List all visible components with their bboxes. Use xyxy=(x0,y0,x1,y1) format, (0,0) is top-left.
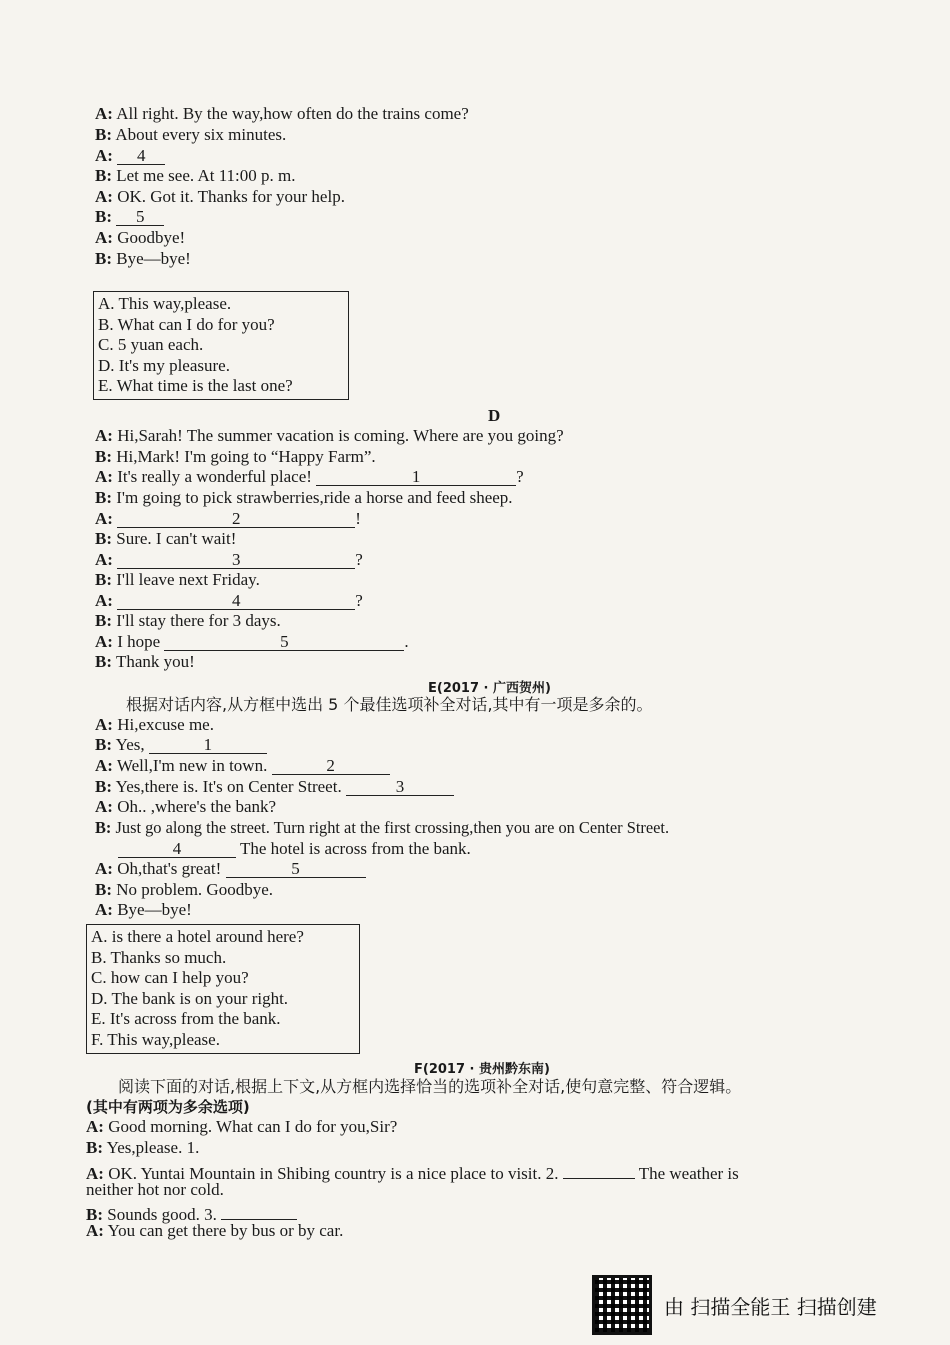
answer-blank[interactable]: 4 xyxy=(117,591,355,610)
option-item: C. 5 yuan each. xyxy=(98,335,204,355)
dialogue-text: Hi,Mark! I'm going to “Happy Farm”. xyxy=(116,447,376,466)
option-item: D. The bank is on your right. xyxy=(91,988,289,1008)
dialogue-text: Yes,there is. It's on Center Street. xyxy=(115,777,342,796)
dialogue-text: I'll leave next Friday. xyxy=(116,570,260,589)
speaker: A: xyxy=(86,1221,104,1240)
speaker: B: xyxy=(95,818,112,837)
speaker: A: xyxy=(95,591,113,610)
option-item: F. This way,please. xyxy=(91,1029,220,1049)
speaker: B: xyxy=(95,529,112,548)
instruction-note: (其中有两项为多余选项) xyxy=(86,1098,250,1116)
answer-blank[interactable]: 3 xyxy=(117,550,355,569)
dialogue-text: Sure. I can't wait! xyxy=(116,529,237,548)
speaker: B: xyxy=(95,125,112,144)
dialogue-line xyxy=(95,447,376,467)
answer-blank[interactable]: 2 xyxy=(117,509,355,528)
speaker: A: xyxy=(95,900,113,919)
speaker: B: xyxy=(95,570,112,589)
dialogue-line xyxy=(86,1180,224,1200)
speaker: A: xyxy=(95,550,113,569)
speaker: A: xyxy=(95,509,113,528)
speaker: B: xyxy=(95,166,112,185)
dialogue-text: I'm going to pick strawberries,ride a horse and feed sheep. xyxy=(116,488,513,507)
dialogue-line xyxy=(95,880,273,900)
dialogue-line xyxy=(95,611,281,631)
option-item: A. This way,please. xyxy=(98,294,232,313)
speaker: B: xyxy=(86,1138,103,1157)
dialogue-line xyxy=(95,467,524,487)
answer-blank[interactable]: 1 xyxy=(149,735,267,754)
dialogue-text: I'll stay there for 3 days. xyxy=(116,611,281,630)
dialogue-line xyxy=(95,756,390,776)
dialogue-line xyxy=(95,900,192,920)
dialogue-line xyxy=(95,529,236,549)
dialogue-text: Goodbye! xyxy=(117,228,186,247)
answer-blank[interactable]: 2 xyxy=(272,756,390,775)
speaker: A: xyxy=(95,859,113,878)
answer-blank[interactable] xyxy=(221,1201,297,1220)
dialogue-text: Hi,excuse me. xyxy=(117,715,214,734)
punctuation: ? xyxy=(355,550,363,569)
dialogue-text: Well,I'm new in town. xyxy=(116,756,268,775)
answer-blank[interactable]: 1 xyxy=(316,467,516,486)
instruction-text: 根据对话内容,从方框中选出 5 个最佳选项补全对话,其中有一项是多余的。 xyxy=(126,695,653,714)
speaker: A: xyxy=(95,756,113,775)
dialogue-text: Bye—bye! xyxy=(117,900,192,919)
dialogue-text: Yes, xyxy=(115,735,145,754)
dialogue-text: Bye—bye! xyxy=(116,249,191,268)
dialogue-text: The weather is xyxy=(638,1164,739,1183)
dialogue-text: No problem. Goodbye. xyxy=(116,880,274,899)
scanner-footer xyxy=(592,1275,877,1335)
answer-blank[interactable]: 3 xyxy=(346,777,454,796)
speaker: B: xyxy=(95,207,112,226)
answer-blank[interactable]: 5 xyxy=(164,632,404,651)
qr-code-icon[interactable] xyxy=(592,1275,652,1335)
dialogue-text: OK. Got it. Thanks for your help. xyxy=(117,187,345,206)
speaker: A: xyxy=(95,426,113,445)
dialogue-line xyxy=(95,228,185,248)
option-item: A. is there a hotel around here? xyxy=(91,927,304,946)
dialogue-line xyxy=(95,735,267,755)
dialogue-text: About every six minutes. xyxy=(115,125,287,144)
speaker: A: xyxy=(86,1117,104,1136)
dialogue-line xyxy=(95,715,214,735)
option-item: C. how can I help you? xyxy=(91,968,249,988)
dialogue-text: It's really a wonderful place! xyxy=(117,467,312,486)
dialogue-line xyxy=(86,1138,199,1158)
dialogue-line xyxy=(95,859,366,879)
options-box xyxy=(93,291,349,400)
punctuation: . xyxy=(404,632,409,651)
dialogue-line xyxy=(95,146,165,166)
speaker: A: xyxy=(86,1164,104,1183)
answer-blank[interactable]: 4 xyxy=(118,839,236,858)
dialogue-line xyxy=(95,818,669,838)
dialogue-line xyxy=(95,632,409,652)
option-item: D. It's my pleasure. xyxy=(98,355,230,375)
dialogue-line xyxy=(95,488,513,508)
speaker: B: xyxy=(95,777,112,796)
punctuation: ? xyxy=(355,591,363,610)
dialogue-line xyxy=(95,509,361,529)
dialogue-line xyxy=(95,652,195,672)
dialogue-text: Good morning. What can I do for you,Sir? xyxy=(108,1117,398,1136)
dialogue-line xyxy=(95,591,363,611)
dialogue-line xyxy=(95,550,363,570)
speaker: A: xyxy=(95,187,113,206)
option-item: E. It's across from the bank. xyxy=(91,1009,281,1029)
answer-blank[interactable]: 4 xyxy=(117,146,165,165)
dialogue-text: OK. Yuntai Mountain in Shibing country is a nice place to visit. 2. xyxy=(108,1164,559,1183)
dialogue-line xyxy=(95,104,469,124)
dialogue-line xyxy=(95,125,286,145)
dialogue-text: Hi,Sarah! The summer vacation is coming. Where are you going? xyxy=(117,426,564,445)
answer-blank[interactable] xyxy=(563,1160,635,1179)
answer-blank[interactable]: 5 xyxy=(226,859,366,878)
dialogue-line xyxy=(118,839,471,859)
speaker: B: xyxy=(95,735,112,754)
dialogue-text: Yes,please. 1. xyxy=(106,1138,200,1157)
speaker: A: xyxy=(95,104,113,123)
punctuation: ? xyxy=(516,467,524,486)
section-heading: D xyxy=(488,406,501,425)
speaker: A: xyxy=(95,146,113,165)
dialogue-line xyxy=(95,797,276,817)
speaker: B: xyxy=(95,652,112,671)
dialogue-line xyxy=(95,187,345,207)
dialogue-text: neither hot nor cold. xyxy=(86,1180,224,1199)
speaker: B: xyxy=(95,249,112,268)
dialogue-text: The hotel is across from the bank. xyxy=(239,839,471,858)
dialogue-line xyxy=(95,570,260,590)
dialogue-line xyxy=(86,1221,343,1241)
dialogue-text: Just go along the street. Turn right at the first crossing,then you are on Center Street. xyxy=(115,818,670,837)
dialogue-text: Oh.. ,where's the bank? xyxy=(117,797,277,816)
scanner-credit: 由 扫描全能王 扫描创建 xyxy=(664,1294,877,1319)
dialogue-text: You can get there by bus or by car. xyxy=(107,1221,344,1240)
punctuation: ! xyxy=(355,509,361,528)
speaker: B: xyxy=(86,1205,103,1224)
option-item: B. Thanks so much. xyxy=(91,947,227,967)
dialogue-line xyxy=(95,166,296,186)
dialogue-text: Sounds good. 3. xyxy=(107,1205,217,1224)
speaker: A: xyxy=(95,228,113,247)
section-heading: E(2017 · 广西贺州) xyxy=(428,681,551,696)
instruction-text: 阅读下面的对话,根据上下文,从方框内选择恰当的选项补全对话,使句意完整、符合逻辑。 xyxy=(118,1077,742,1096)
dialogue-text: All right. By the way,how often do the trains come? xyxy=(116,104,469,123)
dialogue-line xyxy=(86,1117,397,1137)
dialogue-line xyxy=(95,426,564,446)
speaker: A: xyxy=(95,467,113,486)
dialogue-line xyxy=(95,777,454,797)
answer-blank[interactable]: 5 xyxy=(116,207,164,226)
speaker: B: xyxy=(95,447,112,466)
dialogue-text: Let me see. At 11:00 p. m. xyxy=(116,166,296,185)
dialogue-line xyxy=(95,207,164,227)
options-box xyxy=(86,924,360,1054)
speaker: B: xyxy=(95,611,112,630)
section-heading: F(2017 · 贵州黔东南) xyxy=(414,1062,550,1077)
dialogue-text: Oh,that's great! xyxy=(117,859,222,878)
option-item: B. What can I do for you? xyxy=(98,314,275,334)
option-item: E. What time is the last one? xyxy=(98,376,293,396)
dialogue-line xyxy=(95,249,191,269)
speaker: B: xyxy=(95,880,112,899)
speaker: B: xyxy=(95,488,112,507)
speaker: A: xyxy=(95,797,113,816)
speaker: A: xyxy=(95,632,113,651)
dialogue-text: Thank you! xyxy=(115,652,195,671)
dialogue-text: I hope xyxy=(117,632,161,651)
speaker: A: xyxy=(95,715,113,734)
